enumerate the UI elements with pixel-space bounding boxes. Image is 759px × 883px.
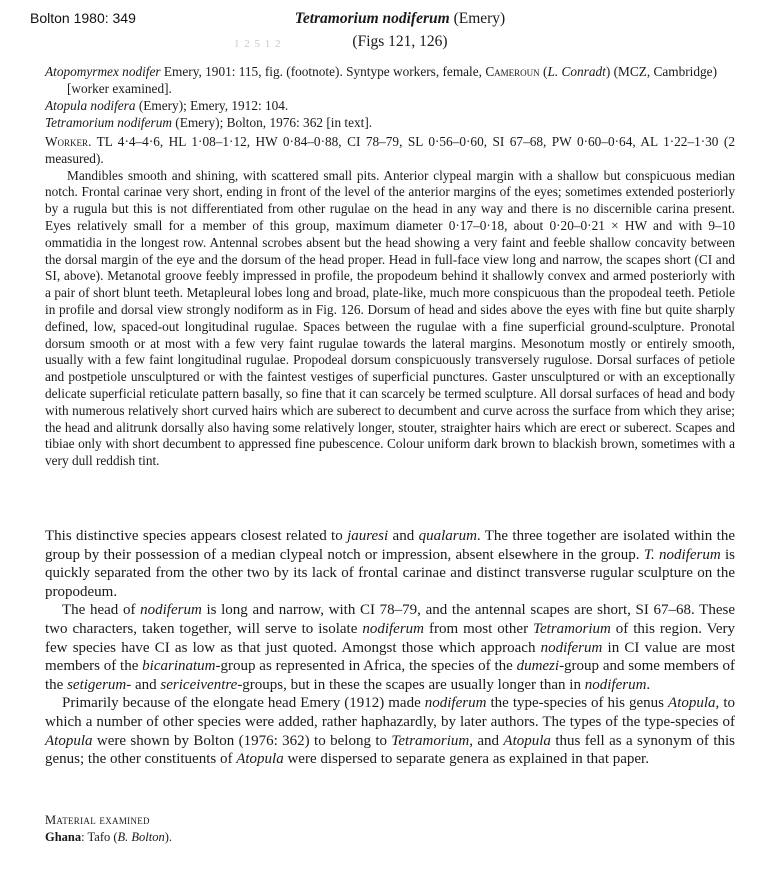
worker-description-text: Mandibles smooth and shining, with scattered small pits. Anterior clypeal margin with a shallow but conspicuous median notch. Frontal carinae very short, ending in front of the level of the anterior margins of the eyes; sometimes extended posteriorly by a rugula but this is not differentiated from other rugulae on the head in any way and there is no discernible carina present. Eyes relatively small for a member of this group, maximum diameter 0·17–0·18, about 0·20–0·21 × HW and with 9–10 ommatidia in the longest row. Antennal scrobes absent but the head showing a very faint and feeble shallow concavity between the dorsal margin of the eye and the dorsum of the head proper. Head in full-face view long and narrow, the scapes short (CI and SI, above). Metanotal groove feebly impressed in profile, the propodeum behind it shallowly convex and armed posteriorly with a pair of short blunt teeth. Metapleural lobes long and broad, plate-like, much more conspicuous than the propodeal teeth. Petiole in profile and dorsal view strongly nodiform as in Fig. 126. Dorsum of head and sides above the eyes with fine but quite sharply defined, low, spaced-out longitudinal rugulae. Spaces between the rugulae with a fine superficial ground-sculpture. Pronotal dorsum smooth or at most with a few very faint rugulae towards the lateral margins. Mesonotum mostly or entirely smooth, usually with a few faint longitudinal rugulae. Propodeal dorsum conspicuously transversely rugulose. Dorsal surfaces of petiole and postpetiole unsculptured or with the faintest vestiges of superficial punctures. Gaster unsculptured or with an exceptionally delicate superficial reticulate pattern basally, so fine that it can scarcely be termed sculpture. All dorsal surfaces of head and body with numerous relatively short curved hairs which are suberect to decumbent and curve across the surface from which they arise; the head and alitrunk dorsally also having some relatively longer, stouter, straighter hairs which are erect or suberect. Scapes and tibiae only with short decumbent to appressed fine pubescence. Colour uniform dark brown to blackish brown, sometimes with a very dull reddish tint. [45,167,735,469]
synonym-name: Tetramorium nodiferum [45,115,172,130]
page-citation: Bolton 1980: 349 [30,10,136,26]
synonym-text: Emery, 1901: 115, fig. (footnote). Syntype workers, female, [160,64,486,79]
type-locality: Cameroun [485,64,540,79]
worker-label: Worker [45,134,89,149]
synonym-text: (Emery); Emery, 1912: 104. [135,98,289,113]
synonym-text: ( [539,64,548,79]
material-record: Ghana: Tafo (B. Bolton). [45,830,173,844]
worker-description [45,134,735,470]
synonymy-entry [45,114,735,131]
measurements-text: . TL 4·4–4·6, HL 1·08–1·12, HW 0·84–0·88, CI 78–79, SL 0·56–0·60, SI 67–68, PW 0·60–0·64, AL 1·22–1·30 (2 measured). [45,134,735,166]
species-name: Tetramorium nodiferum [294,10,450,27]
collector-name: L. Conradt [547,64,606,79]
synonymy-entry [45,63,735,97]
synonym-name: Atopomyrmex nodifer [45,64,161,79]
material-country: Ghana [45,830,82,844]
faint-mark: 1 2 5 1 2 [234,38,282,50]
material-examined [45,812,735,846]
material-heading: Material examined [45,813,150,827]
discussion-section [45,527,735,769]
discussion-paragraph: This distinctive species appears closest related to jauresi and qualarum. The three together are isolated within the group by their possession of a median clypeal notch or impression, absent elsewhere in the group. T. nodiferum is quickly separated from the other two by its lack of frontal carinae and distinct transverse rugular sculpture on the propodeum. [45,528,735,600]
material-collector: B. Bolton [117,830,165,844]
synonymy-list [45,63,735,131]
discussion-paragraph: The head of nodiferum is long and narrow, with CI 78–79, and the antennal scapes are short, SI 67–68. These two characters, taken together, will serve to isolate nodiferum from most other Tetramorium of this region. Very few species have CI as low as that just quoted. Amongst those which approach nodiferum in CI value are most members of the bicarinatum-group as represented in Africa, the species of the dumezi-group and some members of the setigerum- and sericeiventre-groups, but in these the scapes are usually longer than in nodiferum. [45,602,735,693]
discussion-paragraph: Primarily because of the elongate head Emery (1912) made nodiferum the type-species of his genus Atopula, to which a number of other species were added, rather haphazardly, by later authors. The types of the type-species of Atopula were shown by Bolton (1976: 362) to belong to Tetramorium, and Atopula thus fell as a synonym of this genus; the other constituents of Atopula were dispersed to separate genera as explained in that paper. [45,695,735,768]
species-title [200,10,600,28]
figure-reference: (Figs 121, 126) [352,33,448,50]
worker-measurements [45,134,735,168]
synonym-text: (Emery); Bolton, 1976: 362 [in text]. [171,115,373,130]
synonymy-entry [45,97,735,114]
species-author: (Emery) [449,10,506,27]
synonym-name: Atopula nodifera [45,98,136,113]
synonym-text: ) (MCZ, Cambridge) [worker examined]. [67,64,717,96]
